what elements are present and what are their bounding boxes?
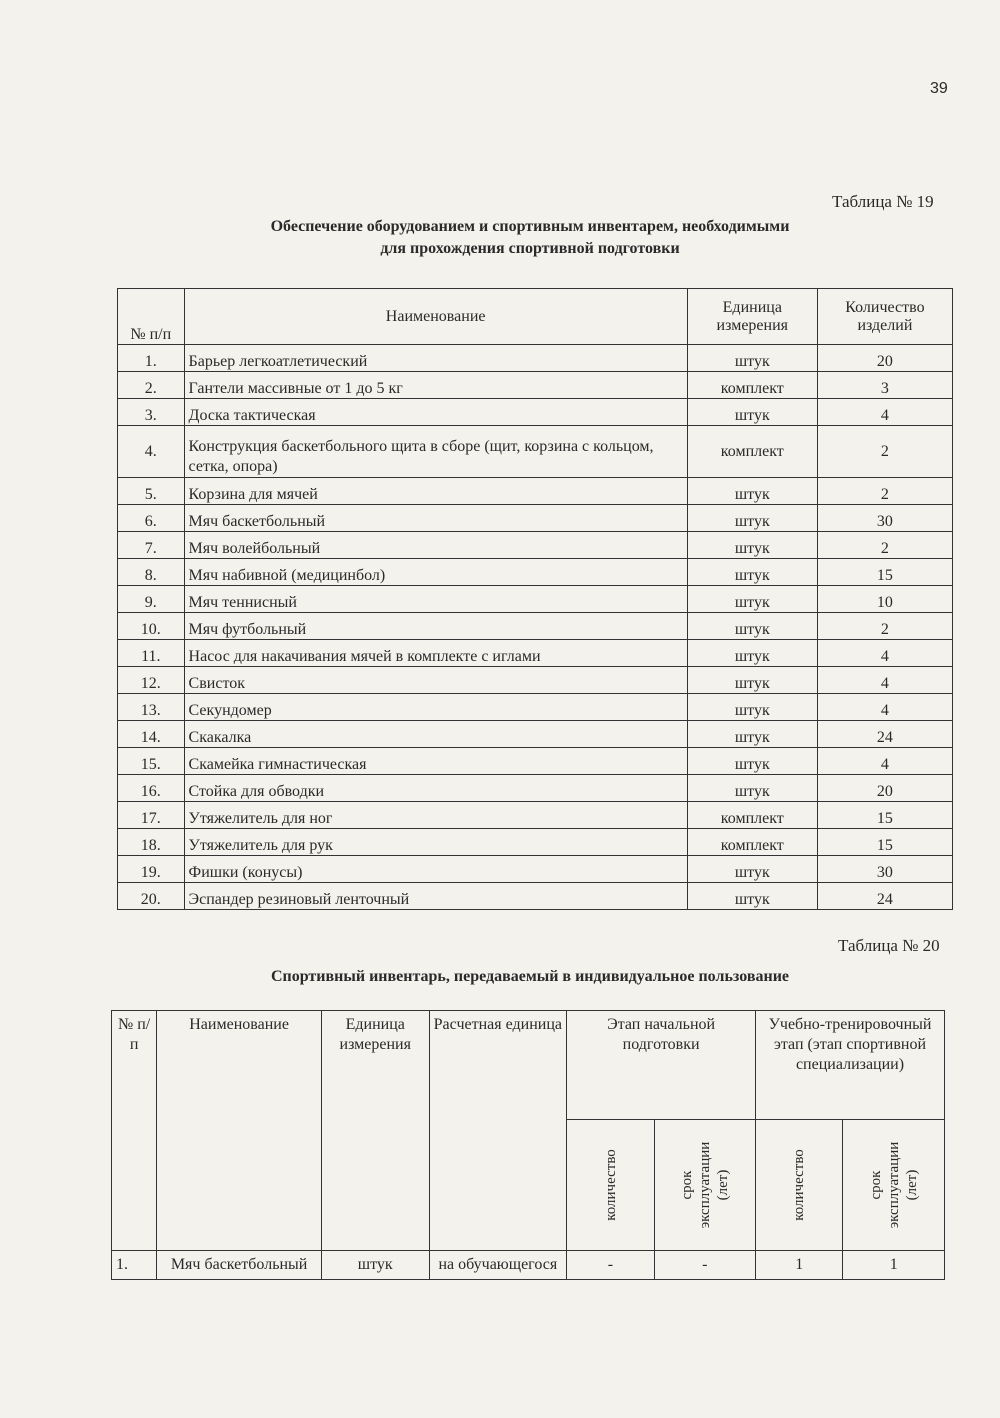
row-name: Мяч баскетбольный — [184, 505, 687, 532]
t20-header-stage2: Учебно-тренировочный этап (этап спортивной специализации) — [756, 1011, 945, 1120]
row-name: Доска тактическая — [184, 399, 687, 426]
table-19-label: Таблица № 19 — [832, 192, 934, 211]
row-name: Насос для накачивания мячей в комплекте с иглами — [184, 640, 687, 667]
row-unit: штук — [687, 721, 817, 748]
row-unit: штук — [687, 667, 817, 694]
row-name: Мяч набивной (медицинбол) — [184, 559, 687, 586]
row-unit: штук — [687, 559, 817, 586]
row-num: 16. — [118, 775, 185, 802]
row-unit: штук — [687, 883, 817, 910]
row-name: Корзина для мячей — [184, 478, 687, 505]
t20-row — [112, 1251, 945, 1280]
table-row — [118, 426, 953, 478]
row-unit: штук — [687, 345, 817, 372]
header-unit: Единица измерения — [687, 289, 817, 345]
t20-cell-s1-qty: - — [567, 1251, 654, 1280]
row-num: 6. — [118, 505, 185, 532]
row-name: Гантели массивные от 1 до 5 кг — [184, 372, 687, 399]
t20-cell-calc-unit: на обучающегося — [429, 1251, 567, 1280]
row-qty: 4 — [817, 640, 952, 667]
t20-cell-name: Мяч баскетбольный — [157, 1251, 322, 1280]
t20-header-unit: Единица измерения — [321, 1011, 429, 1251]
row-unit: штук — [687, 399, 817, 426]
table-row — [118, 559, 953, 586]
table-row — [118, 775, 953, 802]
table-19-caption — [100, 216, 960, 260]
table-row — [118, 721, 953, 748]
row-qty: 20 — [817, 345, 952, 372]
row-num: 1. — [118, 345, 185, 372]
table-row — [118, 694, 953, 721]
page-number: 39 — [930, 80, 948, 97]
row-unit: комплект — [687, 802, 817, 829]
row-qty: 24 — [817, 721, 952, 748]
t20-header-s1-life: срок эксплуатации (лет) — [654, 1120, 755, 1251]
table-row — [118, 586, 953, 613]
row-num: 17. — [118, 802, 185, 829]
t20-header-calc-unit: Расчетная единица — [429, 1011, 567, 1251]
row-qty: 2 — [817, 478, 952, 505]
row-qty: 3 — [817, 372, 952, 399]
row-name: Мяч волейбольный — [184, 532, 687, 559]
row-name: Секундомер — [184, 694, 687, 721]
row-num: 12. — [118, 667, 185, 694]
row-name: Скакалка — [184, 721, 687, 748]
row-name: Утяжелитель для ног — [184, 802, 687, 829]
t20-cell-s2-life: 1 — [843, 1251, 945, 1280]
row-qty: 20 — [817, 775, 952, 802]
row-num: 9. — [118, 586, 185, 613]
t20-header-stage1: Этап начальной подготовки — [567, 1011, 756, 1120]
row-qty: 15 — [817, 559, 952, 586]
row-num: 10. — [118, 613, 185, 640]
row-unit: штук — [687, 478, 817, 505]
t20-cell-num: 1. — [112, 1251, 157, 1280]
row-num: 5. — [118, 478, 185, 505]
row-qty: 24 — [817, 883, 952, 910]
row-name: Фишки (конусы) — [184, 856, 687, 883]
row-qty: 2 — [817, 613, 952, 640]
row-num: 13. — [118, 694, 185, 721]
table-row — [118, 883, 953, 910]
row-unit: комплект — [687, 829, 817, 856]
row-num: 18. — [118, 829, 185, 856]
table-row — [118, 505, 953, 532]
row-num: 20. — [118, 883, 185, 910]
table-row — [118, 478, 953, 505]
table-row — [118, 667, 953, 694]
header-name: Наименование — [184, 289, 687, 345]
table-row — [118, 748, 953, 775]
row-qty: 10 — [817, 586, 952, 613]
table-19-caption-line1: Обеспечение оборудованием и спортивным инвентарем, необходимыми — [270, 218, 790, 235]
t20-cell-s1-life: - — [654, 1251, 755, 1280]
t20-header-num: № п/п — [112, 1011, 157, 1251]
t20-cell-unit: штук — [321, 1251, 429, 1280]
table-19-caption-line2: для прохождения спортивной подготовки — [380, 240, 680, 257]
table-19 — [117, 288, 953, 910]
row-num: 4. — [118, 426, 185, 478]
row-name: Утяжелитель для рук — [184, 829, 687, 856]
row-qty: 30 — [817, 505, 952, 532]
row-name: Барьер легкоатлетический — [184, 345, 687, 372]
row-unit: штук — [687, 856, 817, 883]
table-row — [118, 372, 953, 399]
row-num: 8. — [118, 559, 185, 586]
table-20-caption: Спортивный инвентарь, передаваемый в индивидуальное пользование — [270, 968, 790, 985]
table-row — [118, 532, 953, 559]
row-qty: 4 — [817, 748, 952, 775]
header-num: № п/п — [118, 289, 185, 345]
row-name: Скамейка гимнастическая — [184, 748, 687, 775]
row-name: Свисток — [184, 667, 687, 694]
table-row — [118, 829, 953, 856]
table-row — [118, 345, 953, 372]
t20-header-s1-qty: количество — [567, 1120, 654, 1251]
table-row — [118, 640, 953, 667]
table-20-label: Таблица № 20 — [838, 936, 940, 955]
t20-header-s2-life: срок эксплуатации (лет) — [843, 1120, 945, 1251]
row-qty: 2 — [817, 532, 952, 559]
row-unit: штук — [687, 775, 817, 802]
row-unit: штук — [687, 532, 817, 559]
row-qty: 4 — [817, 399, 952, 426]
row-num: 15. — [118, 748, 185, 775]
table-row — [118, 399, 953, 426]
row-name: Мяч теннисный — [184, 586, 687, 613]
row-num: 3. — [118, 399, 185, 426]
row-num: 19. — [118, 856, 185, 883]
header-qty: Количество изделий — [817, 289, 952, 345]
t20-header-name: Наименование — [157, 1011, 322, 1251]
row-qty: 2 — [817, 426, 952, 478]
row-unit: штук — [687, 748, 817, 775]
row-name: Стойка для обводки — [184, 775, 687, 802]
table-row — [118, 613, 953, 640]
row-num: 7. — [118, 532, 185, 559]
row-qty: 4 — [817, 667, 952, 694]
row-qty: 30 — [817, 856, 952, 883]
table-row — [118, 802, 953, 829]
row-unit: штук — [687, 640, 817, 667]
row-unit: штук — [687, 694, 817, 721]
row-unit: комплект — [687, 426, 817, 478]
t20-header-s2-qty: количество — [756, 1120, 843, 1251]
row-qty: 4 — [817, 694, 952, 721]
row-qty: 15 — [817, 829, 952, 856]
row-name: Мяч футбольный — [184, 613, 687, 640]
row-num: 2. — [118, 372, 185, 399]
row-num: 11. — [118, 640, 185, 667]
table-row — [118, 856, 953, 883]
row-name: Конструкция баскетбольного щита в сборе (щит, корзина с кольцом, сетка, опора) — [184, 426, 687, 478]
row-unit: комплект — [687, 372, 817, 399]
row-unit: штук — [687, 586, 817, 613]
t20-cell-s2-qty: 1 — [756, 1251, 843, 1280]
row-name: Эспандер резиновый ленточный — [184, 883, 687, 910]
row-qty: 15 — [817, 802, 952, 829]
row-unit: штук — [687, 613, 817, 640]
row-unit: штук — [687, 505, 817, 532]
table-20 — [111, 1010, 945, 1280]
row-num: 14. — [118, 721, 185, 748]
